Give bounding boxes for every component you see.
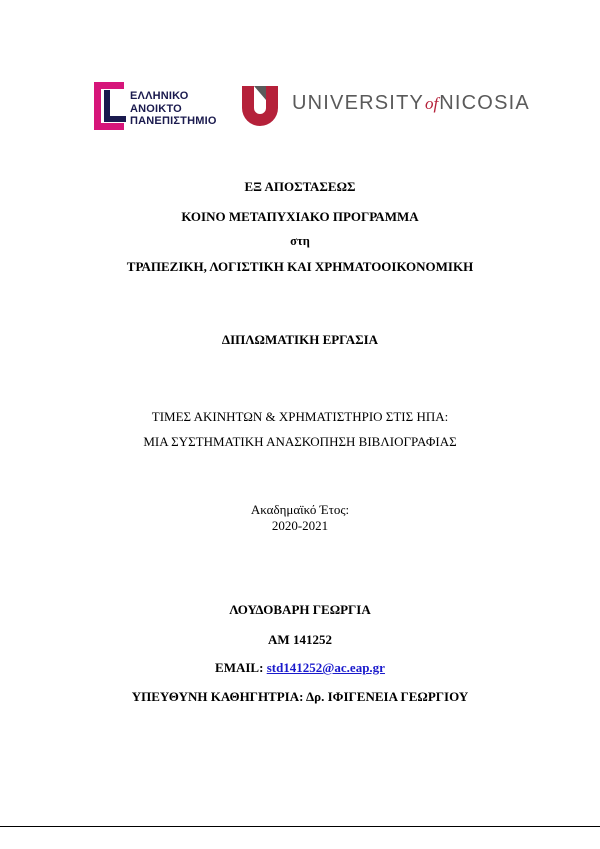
university-of-nicosia-logo-mark [240,84,280,128]
thesis-title-line-2: ΜΙΑ ΣΥΣΤΗΜΑΤΙΚΗ ΑΝΑΣΚΟΠΗΣΗ ΒΙΒΛΙΟΓΡΑΦΙΑΣ [143,434,457,449]
unic-word-university: UNIVERSITY [292,92,425,114]
supervisor-name: Δρ. ΙΦΙΓΕΝΕΙΑ ΓΕΩΡΓΙΟΥ [306,689,469,704]
email-link[interactable]: std141252@ac.eap.gr [266,660,385,675]
document-type: ΔΙΠΛΩΜΑΤΙΚΗ ΕΡΓΑΣΙΑ [221,332,379,347]
program-mode: ΕΞ ΑΠΟΣΤΑΣΕΩΣ [244,179,356,194]
university-of-nicosia-logo-text [292,92,530,115]
unic-word-of: of [425,94,439,113]
author-name: ΛΟΥΔΟΒΑΡΗ ΓΕΩΡΓΙΑ [229,602,371,617]
unic-shield-gray [254,86,266,100]
author-am: ΑΜ 141252 [268,632,332,647]
supervisor-row [0,689,600,705]
eap-logo-line-3: ΠΑΝΕΠΙΣΤΗΜΙΟ [130,115,217,127]
email-label: EMAIL: [215,660,264,675]
unic-word-nicosia: NICOSIA [439,92,530,114]
eap-logo-line-2: ΑΝΟΙΚΤΟ [130,102,182,115]
eap-logo-text [130,90,217,128]
academic-year-value: 2020-2021 [271,518,329,533]
thesis-title-line-1: ΤΙΜΕΣ ΑΚΙΝΗΤΩΝ & ΧΡΗΜΑΤΙΣΤΗΡΙΟ ΣΤΙΣ ΗΠΑ: [151,409,449,424]
program-preposition: στη [290,234,310,248]
supervisor-label: ΥΠΕΥΘΥΝΗ ΚΑΘΗΓΗΤΡΙΑ: [131,689,304,704]
program-field: ΤΡΑΠΕΖΙΚΗ, ΛΟΓΙΣΤΙΚΗ ΚΑΙ ΧΡΗΜΑΤΟΟΙΚΟΝΟΜΙΚΗ [126,259,474,274]
page-bottom-rule [0,826,600,827]
academic-year-label: Ακαδημαϊκό Έτος: [250,502,350,517]
program-type: ΚΟΙΝΟ ΜΕΤΑΠΥΧΙΑΚΟ ΠΡΟΓΡΑΜΜΑ [181,209,419,224]
eap-logo-line-1: ΕΛΛΗΝΙΚΟ [130,90,189,102]
author-email-row [0,660,600,676]
